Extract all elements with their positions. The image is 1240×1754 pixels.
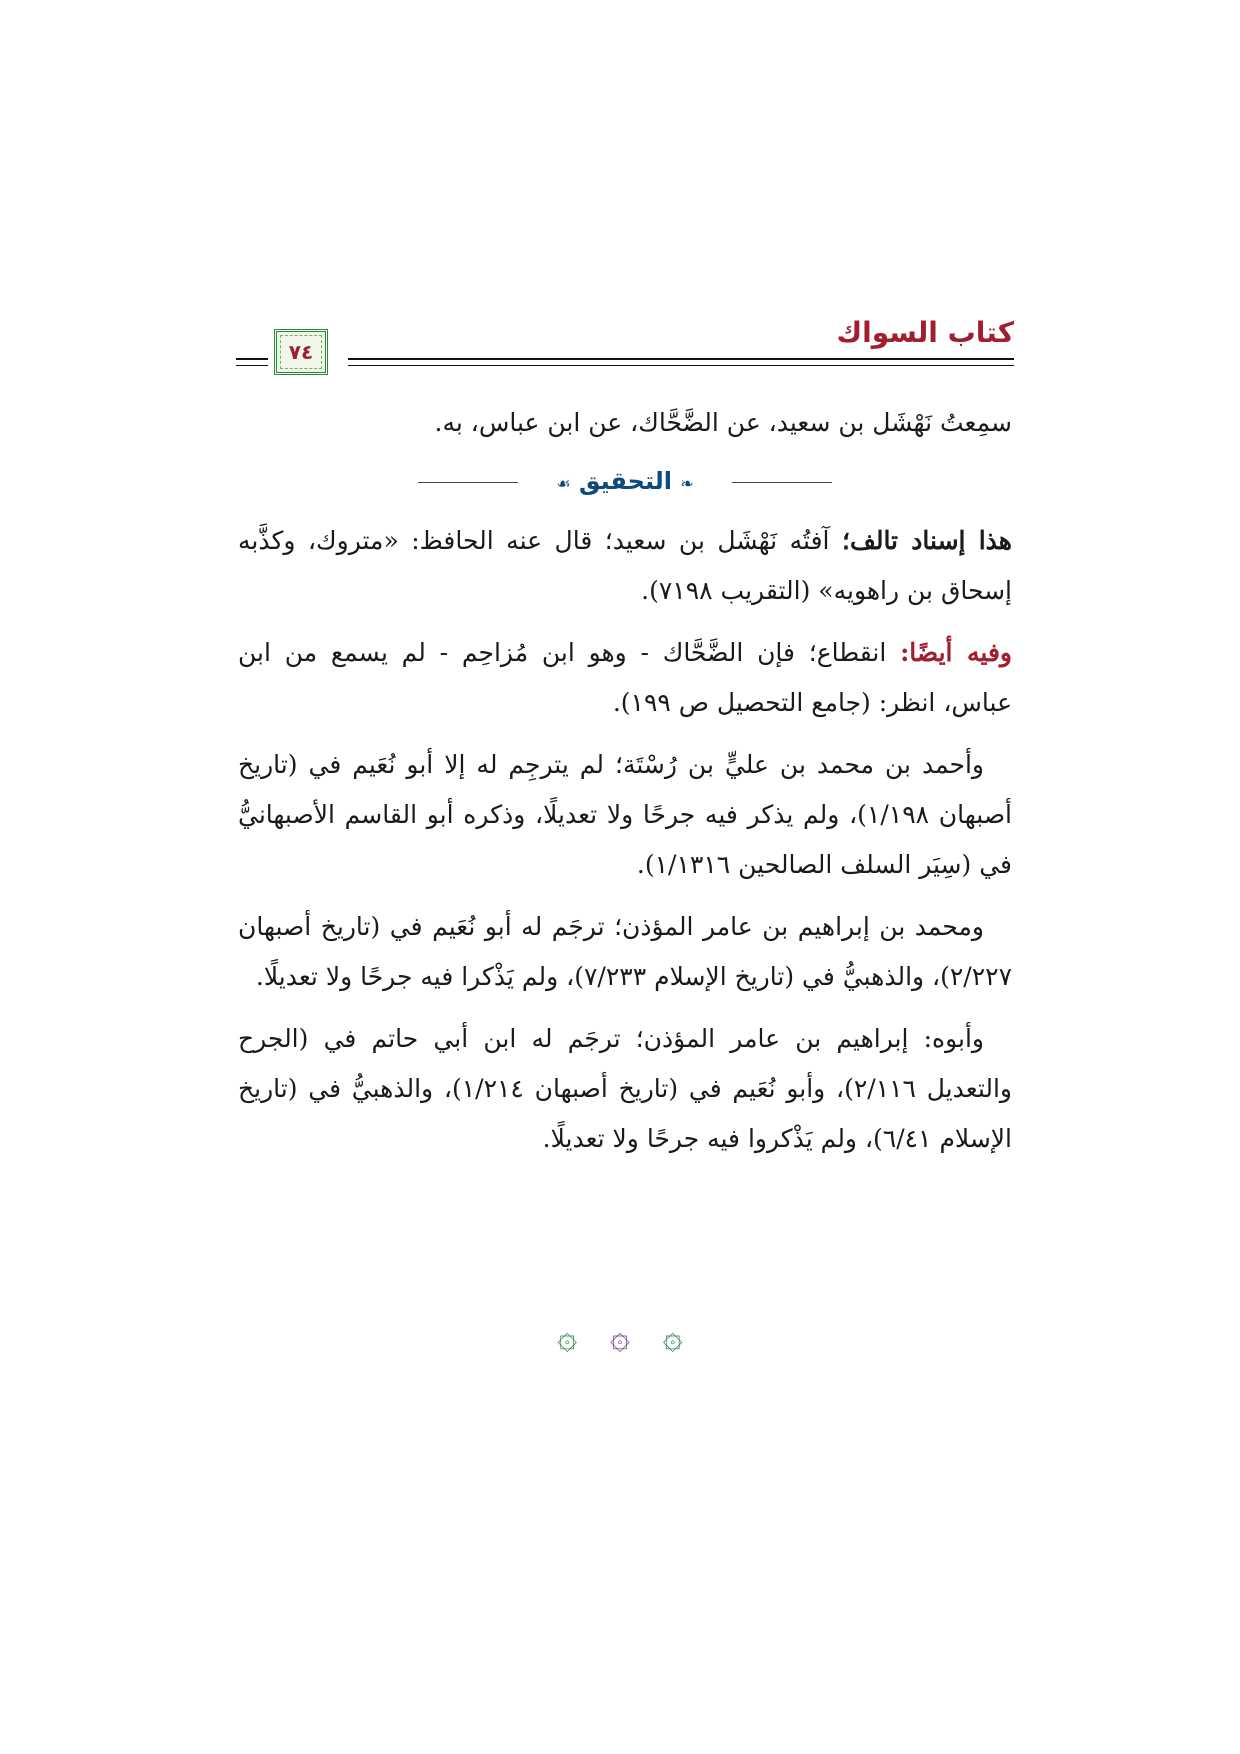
divider-line	[732, 482, 832, 483]
flourish-icon: ❧	[680, 474, 694, 493]
section-heading-text: التحقيق	[578, 467, 672, 495]
flourish-icon: ☙	[556, 474, 571, 493]
paragraph	[238, 628, 1012, 728]
paragraph-text: آفتُه نَهْشَل بن سعيد؛ قال عنه الحافظ: «متروك، وكذَّبه إسحاق بن راهويه» (التقريب ٧١٩٨).	[238, 526, 1012, 605]
header-rule	[348, 365, 1014, 366]
paragraph: وأحمد بن محمد بن عليٍّ بن رُسْتَة؛ لم يترجِم له إلا أبو نُعَيم في (تاريخ أصبهان ١/١٩٨)، ولم يذكر فيه جرحًا ولا تعديلًا، وذكره أبو القاسم الأصبهانيُّ في (سِيَر السلف الصالحين ١/١٣١٦).	[238, 750, 1013, 879]
page-number-frame	[274, 329, 328, 375]
section-divider	[238, 460, 1012, 500]
header-rule	[236, 358, 268, 360]
ornament-icon: ۞	[557, 1317, 578, 1357]
page-body	[238, 398, 1012, 1176]
page-number: ٧٤	[288, 340, 314, 364]
page-header	[236, 312, 1014, 388]
paragraph	[238, 516, 1012, 616]
header-rule	[236, 365, 268, 366]
closing-ornaments	[0, 1316, 1240, 1357]
divider-line	[418, 482, 518, 483]
book-title: كتاب السواك	[836, 316, 1014, 349]
ornament-icon: ۞	[662, 1317, 683, 1357]
paragraph: ومحمد بن إبراهيم بن عامر المؤذن؛ ترجَم له أبو نُعَيم في (تاريخ أصبهان ٢/٢٢٧)، والذهبيُّ في (تاريخ الإسلام ٧/٢٣٣)، ولم يَذْكرا فيه جرحًا ولا تعديلًا.	[238, 912, 1012, 991]
paragraph: وأبوه: إبراهيم بن عامر المؤذن؛ ترجَم له ابن أبي حاتم في (الجرح والتعديل ٢/١١٦)، وأبو نُعَيم في (تاريخ أصبهان ١/٢١٤)، والذهبيُّ في (تاريخ الإسلام ٦/٤١)، ولم يَذْكروا فيه جرحًا ولا تعديلًا.	[238, 1024, 1012, 1153]
paragraph-lead: وفيه أيضًا:	[900, 638, 1012, 667]
section-heading	[536, 456, 714, 509]
opening-line: سمِعتُ نَهْشَل بن سعيد، عن الضَّحَّاك، عن ابن عباس، به.	[434, 408, 1012, 437]
header-rule	[348, 358, 1014, 360]
ornament-icon: ۞	[610, 1317, 630, 1357]
paragraph-text: انقطاع؛ فإن الضَّحَّاك - وهو ابن مُزاحِم - لم يسمع من ابن عباس، انظر: (جامع التحصيل ص ١٩٩).	[238, 638, 1012, 717]
paragraph-lead: هذا إسناد تالف؛	[842, 526, 1012, 555]
